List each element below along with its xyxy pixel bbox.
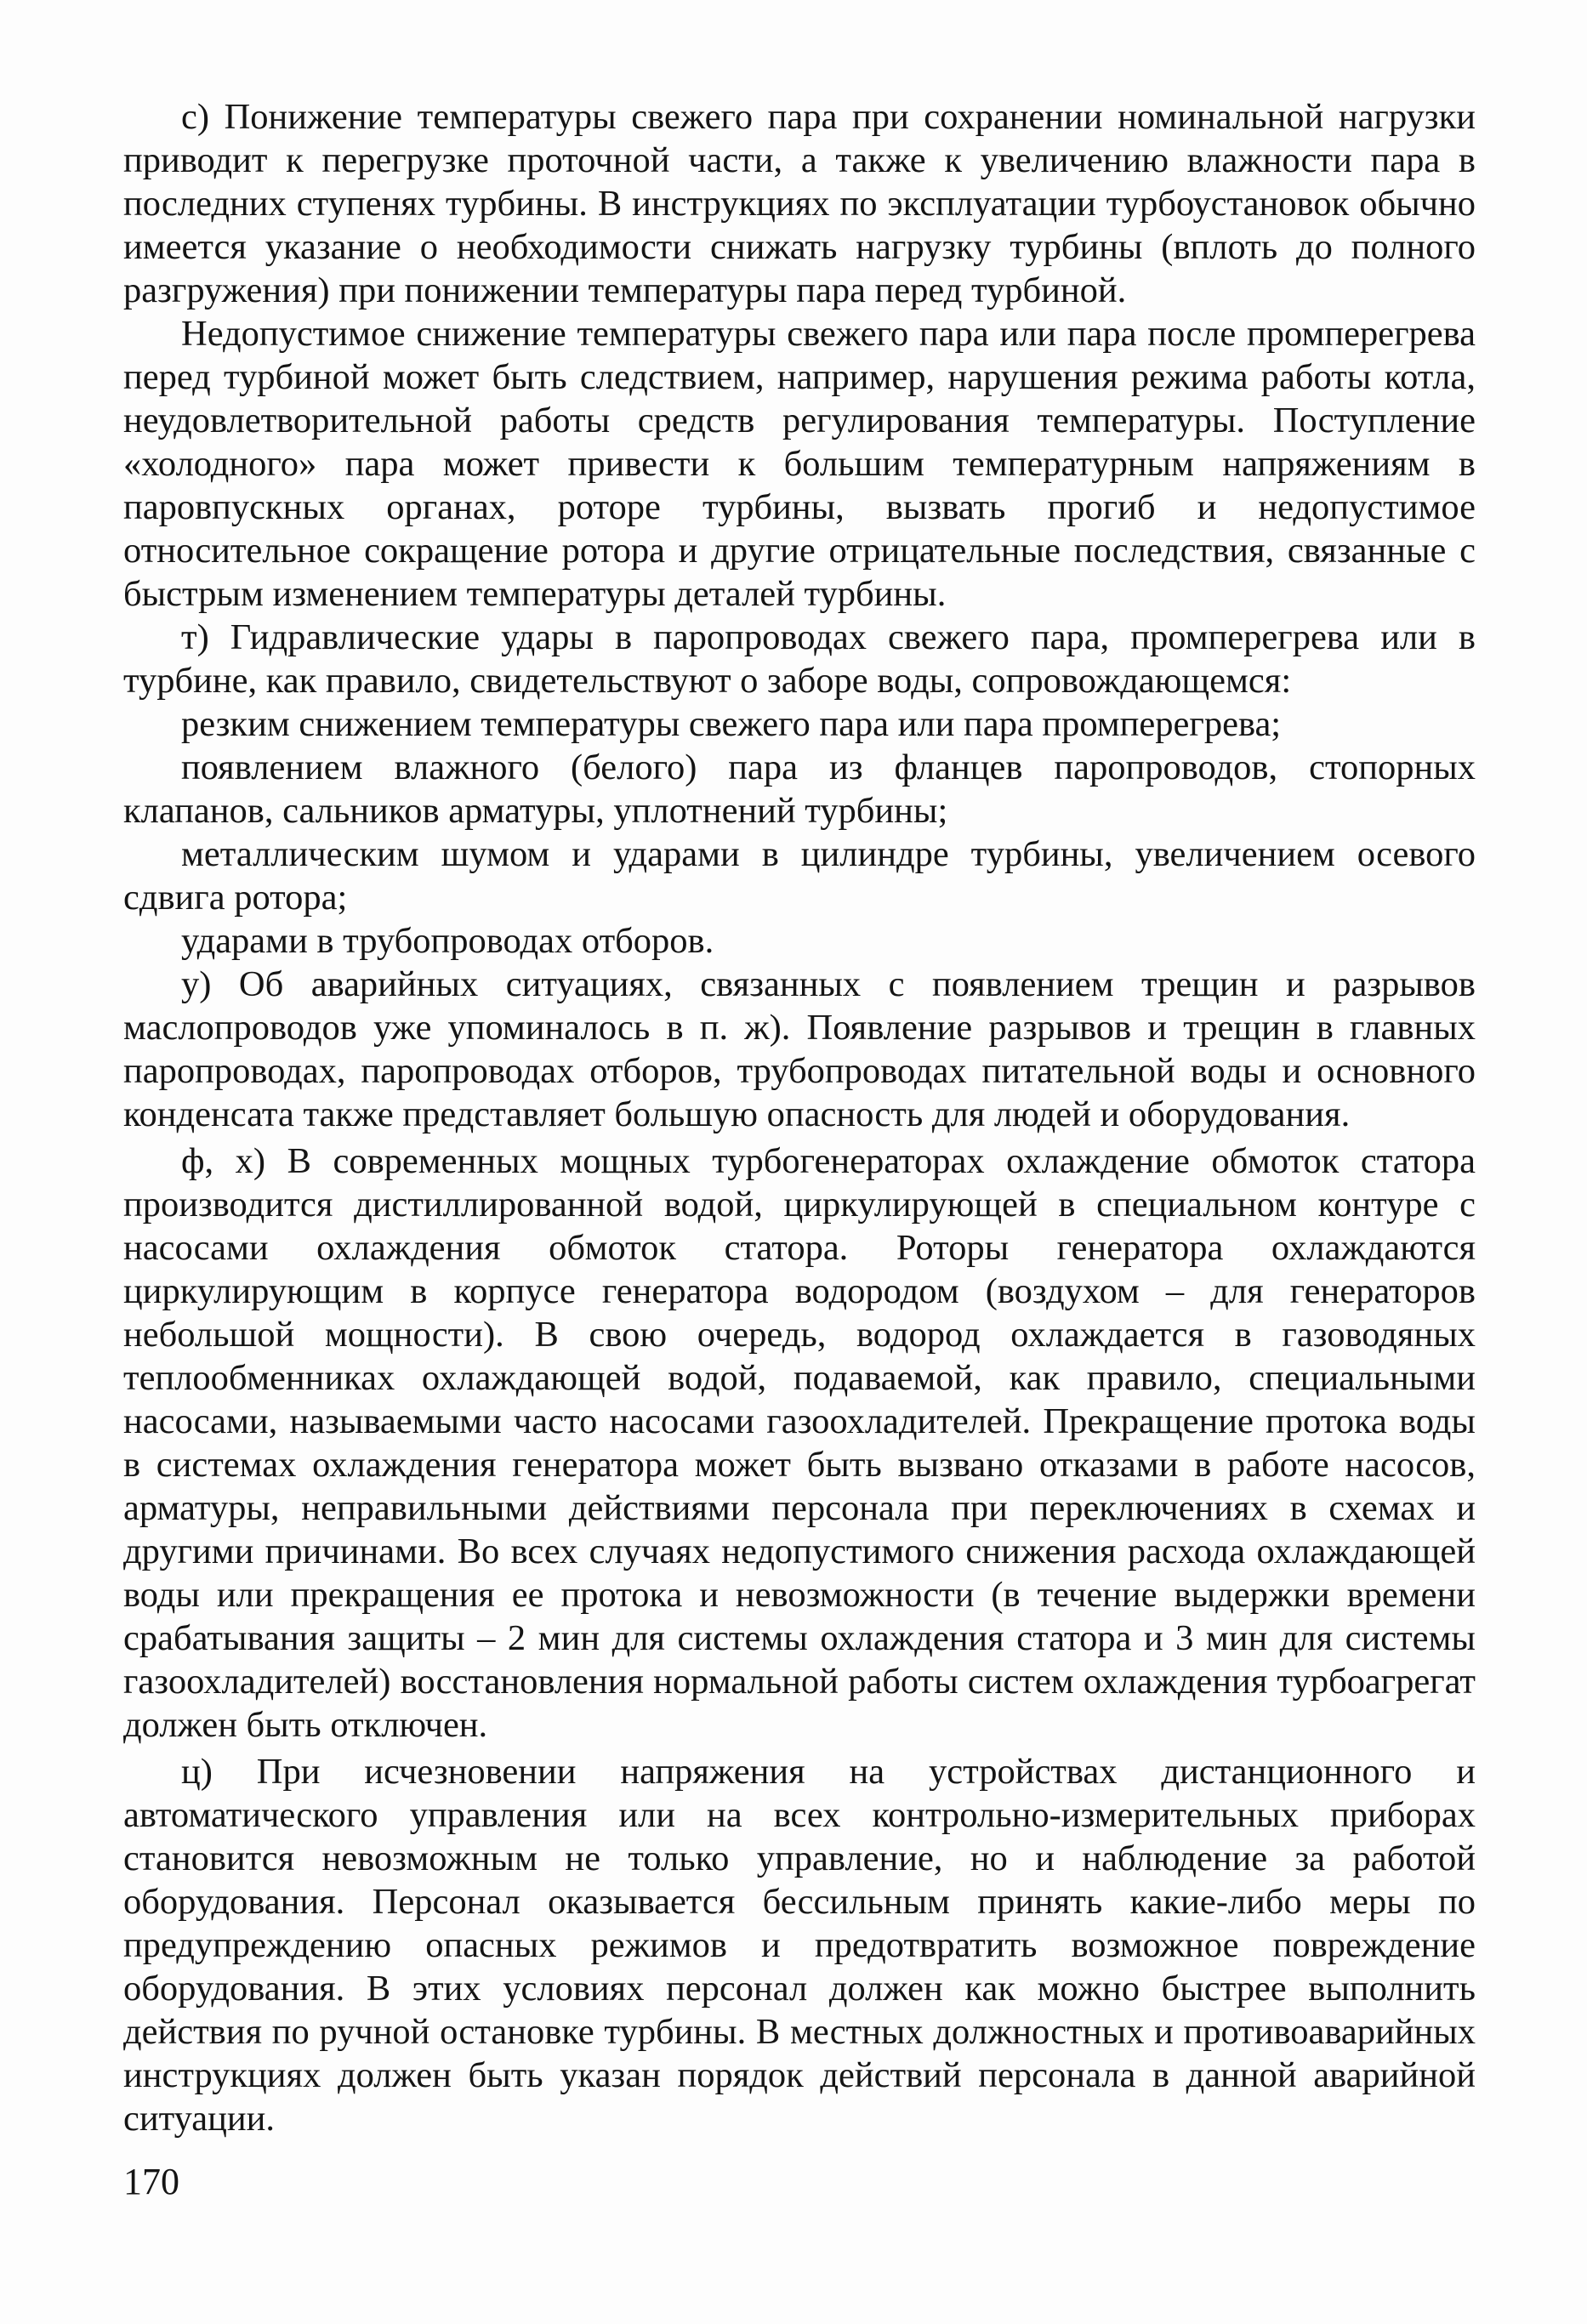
body-text <box>123 95 1476 2140</box>
page-number: 170 <box>123 2161 179 2202</box>
paragraph-t-hydraulic-shocks: т) Гидравлические удары в паропроводах свежего пара, промперегрева или в турбине, как правило, свидетельствуют о заборе воды, сопровождающемся: <box>123 617 1476 701</box>
list-item-temperature: резким снижением температуры свежего пара или пара промперегрева; <box>181 704 1282 744</box>
paragraph-ts-voltage-loss: ц) При исчезновении напряжения на устройствах дистанционного и автоматического управления или на всех контрольно-измерительных приборах становится невозможным не только управление, но и наблюдение за работой оборудования. Персонал оказывается бессильным принять какие-либо меры по предупреждению опасных режимов и предотвратить возможное повреждение оборудования. В этих условиях персонал должен как можно быстрее выполнить действия по ручной остановке турбины. В местных должностных и противоаварийных инструкциях должен быть указан порядок действий персонала в данной аварийной ситуации. <box>123 1752 1476 2139</box>
paragraph-u-pipe-ruptures: у) Об аварийных ситуациях, связанных с появлением трещин и разрывов маслопроводов уже упоминалось в п. ж). Появление разрывов и трещин в главных паропроводах, паропроводах отборов, трубопроводах питательной воды и основного конденсата также представляет большую опасность для людей и оборудования. <box>123 964 1476 1134</box>
list-item-extraction-shocks: ударами в трубопроводах отборов. <box>181 921 714 961</box>
list-item-wet-steam: появлением влажного (белого) пара из фланцев паропроводов, стопорных клапанов, сальников арматуры, уплотнений турбины; <box>123 747 1476 831</box>
list-item-metallic-noise: металлическим шумом и ударами в цилиндре турбины, увеличением осевого сдвига ротора; <box>123 834 1476 918</box>
paragraph-f-h-generator-cooling: ф, х) В современных мощных турбогенераторах охлаждение обмоток статора производится дистиллированной водой, циркулирующей в специальном контуре с насосами охлаждения обмоток статора. Роторы генератора охлаждаются циркулирующим в корпусе генератора водородом (воздухом – для генераторов небольшой мощности). В свою очередь, водород охлаждается в газоводяных теплообменниках охлаждающей водой, подаваемой, как правило, специальными насосами, называемыми часто насосами газоохладителей. Прекращение протока воды в системах охлаждения генератора может быть вызвано отказами в работе насосов, арматуры, неправильными действиями персонала при переключениях в схемах и другими причинами. Во всех случаях недопустимого снижения расхода охлаждающей воды или прекращения ее протока и невозможности (в течение выдержки времени срабатывания защиты – 2 мин для системы охлаждения статора и 3 мин для системы газоохладителей) восстановления нормальной работы систем охлаждения турбоагрегат должен быть отключен. <box>123 1141 1476 1745</box>
paragraph-temperature-drop: Недопустимое снижение температуры свежего пара или пара после промперегрева перед турбиной может быть следствием, например, нарушения режима работы котла, неудовлетворительной работы средств регулирования температуры. Поступление «холодного» пара может привести к большим температурным напряжениям в паровпускных органах, роторе турбины, вызвать прогиб и недопустимое относительное сокращение ротора и другие отрицательные последствия, связанные с быстрым изменением температуры деталей турбины. <box>123 314 1476 614</box>
paragraph-s: с) Понижение температуры свежего пара при сохранении номинальной нагрузки приводит к перегрузке проточной части, а также к увеличению влажности пара в последних ступенях турбины. В инструкциях по эксплуатации турбоустановок обычно имеется указание о необходимости снижать нагрузку турбины (вплоть до полного разгружения) при понижении температуры пара перед турбиной. <box>123 97 1476 310</box>
